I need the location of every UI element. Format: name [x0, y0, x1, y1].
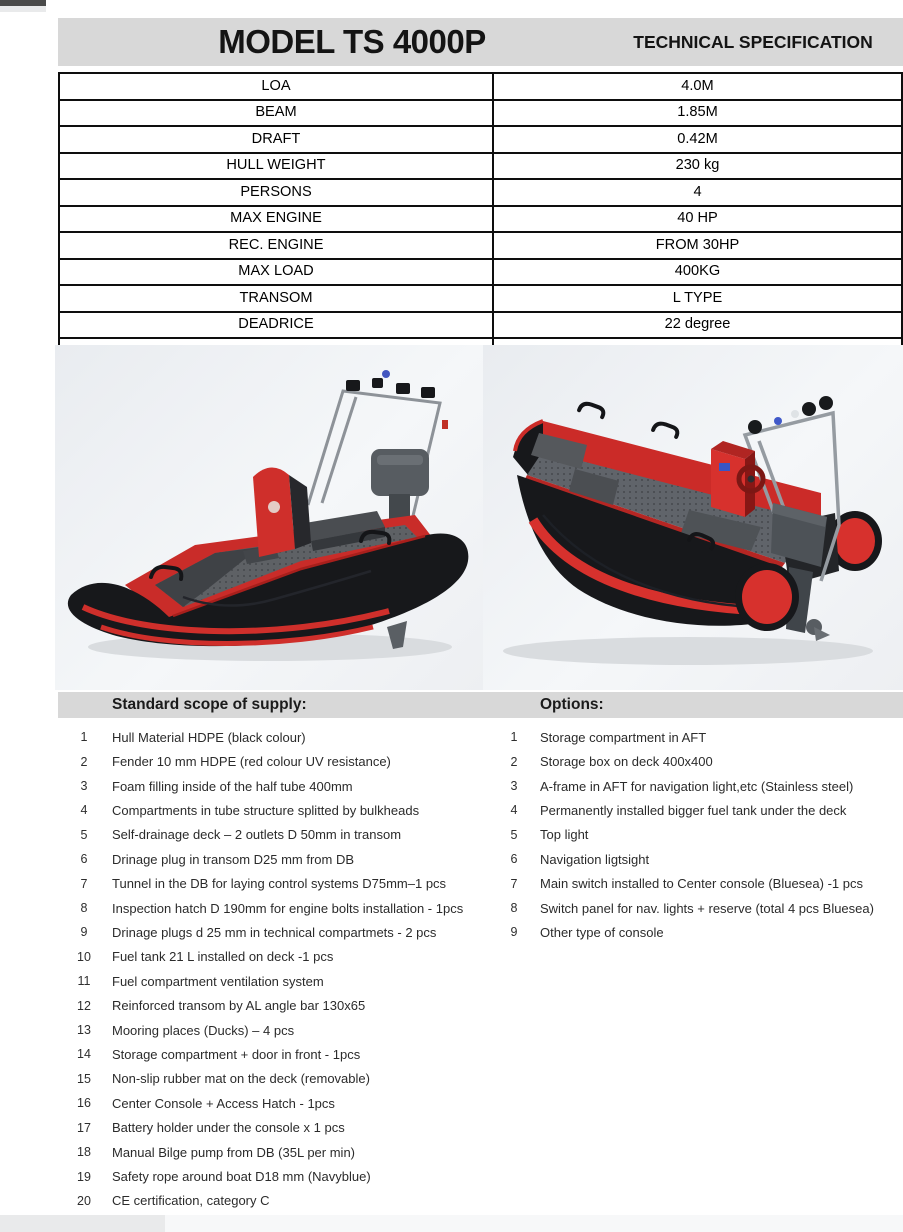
list-item-number: 5	[80, 827, 88, 842]
spec-row	[59, 259, 902, 286]
list-item	[72, 798, 482, 822]
list-item-number: 7	[80, 876, 88, 891]
list-item	[72, 774, 482, 798]
list-item-number: 20	[77, 1193, 91, 1208]
spec-label: BEAM	[59, 100, 493, 127]
list-item-text: Other type of console	[540, 924, 664, 940]
list-item-text: Permanently installed bigger fuel tank under the deck	[540, 802, 847, 818]
boat-stern-illustration	[483, 345, 903, 690]
list-item	[72, 945, 482, 969]
page-bottom-edge-left	[0, 1215, 165, 1232]
list-item-text: Tunnel in the DB for laying control systems D75mm–1 pcs	[112, 876, 447, 892]
options-heading: Options:	[540, 696, 604, 713]
list-item-number: 1	[510, 730, 518, 745]
spec-row	[59, 153, 902, 180]
center-console	[253, 467, 311, 557]
list-item-text: Mooring places (Ducks) – 4 pcs	[112, 1022, 295, 1038]
page-title: MODEL TS 4000P	[218, 23, 486, 60]
list-item-number: 14	[77, 1047, 91, 1062]
list-item	[502, 725, 902, 749]
list-item	[72, 1164, 482, 1188]
page-subtitle: TECHNICAL SPECIFICATION	[633, 31, 873, 52]
spec-row	[59, 179, 902, 206]
list-item-text: Drinage plug in transom D25 mm from DB	[112, 851, 355, 867]
boat-bow-illustration	[55, 345, 483, 690]
list-item	[72, 1018, 482, 1042]
list-item-number: 6	[80, 852, 88, 867]
list-item-number: 1	[80, 730, 88, 745]
boat-shadow	[503, 637, 873, 665]
list-item-text: Fuel tank 21 L installed on deck -1 pcs	[112, 949, 334, 965]
list-item	[72, 1042, 482, 1066]
blue-beacon	[382, 370, 390, 378]
spec-label: MAX LOAD	[59, 259, 493, 286]
list-item-text: Storage box on deck 400x400	[540, 754, 713, 770]
spec-value: 0.42M	[493, 126, 902, 153]
spec-row	[59, 312, 902, 339]
list-item	[72, 1067, 482, 1091]
list-item-text: Battery holder under the console x 1 pcs	[112, 1120, 345, 1136]
section-header-bar	[58, 692, 903, 718]
list-item-number: 16	[77, 1096, 91, 1111]
boat-render-bow-view	[55, 345, 483, 690]
list-item-text: Main switch installed to Center console (Bluesea) -1 pcs	[540, 876, 863, 892]
list-item-number: 9	[80, 925, 88, 940]
spec-value: 40 HP	[493, 206, 902, 233]
list-item-number: 3	[510, 779, 518, 794]
list-item-number: 11	[77, 974, 91, 989]
list-item-text: Switch panel for nav. lights + reserve (total 4 pcs Bluesea)	[540, 900, 874, 916]
list-item-number: 17	[77, 1120, 91, 1135]
list-item-number: 5	[510, 827, 518, 842]
spec-value: 22 degree	[493, 312, 902, 339]
list-item	[72, 847, 482, 871]
list-item	[502, 871, 902, 895]
spec-value: 4	[493, 179, 902, 206]
spec-label: DRAFT	[59, 126, 493, 153]
list-item	[72, 993, 482, 1017]
list-item	[502, 798, 902, 822]
list-item-text: Center Console + Access Hatch - 1pcs	[112, 1095, 335, 1111]
list-item-number: 7	[510, 876, 518, 891]
list-item-number: 2	[510, 754, 518, 769]
spec-label: TRANSOM	[59, 285, 493, 312]
list-item-number: 15	[77, 1071, 91, 1086]
spec-label: MAX ENGINE	[59, 206, 493, 233]
list-item-text: Top light	[540, 827, 589, 843]
spec-value: FROM 30HP	[493, 232, 902, 259]
spec-row	[59, 126, 902, 153]
list-item-text: Storage compartment + door in front - 1pcs	[112, 1046, 361, 1062]
supply-heading: Standard scope of supply:	[112, 696, 307, 713]
list-item-text: A-frame in AFT for navigation light,etc (Stainless steel)	[540, 778, 854, 794]
list-item	[502, 749, 902, 773]
spec-value: 4.0M	[493, 73, 902, 100]
list-item-text: Storage compartment in AFT	[540, 729, 707, 745]
list-item-number: 4	[510, 803, 518, 818]
list-item	[502, 920, 902, 944]
list-item	[72, 871, 482, 895]
options-list	[502, 725, 902, 945]
list-item-text: Fuel compartment ventilation system	[112, 973, 324, 989]
list-item	[72, 1116, 482, 1140]
spec-value: 230 kg	[493, 153, 902, 180]
spec-label: LOA	[59, 73, 493, 100]
navigation-lights	[346, 378, 435, 398]
spec-value: 1.85M	[493, 100, 902, 127]
list-item	[72, 1091, 482, 1115]
list-item-number: 10	[77, 949, 91, 964]
tube-end-cap-near	[742, 570, 792, 624]
list-item-text: CE certification, category C	[112, 1193, 270, 1209]
list-item-text: Compartments in tube structure splitted by bulkheads	[112, 802, 420, 818]
boat-render-stern-view	[483, 345, 903, 690]
list-item-text: Foam filling inside of the half tube 400mm	[112, 778, 353, 794]
page-corner-shade	[0, 6, 46, 12]
list-item-number: 8	[80, 901, 88, 916]
list-item-text: Reinforced transom by AL angle bar 130x65	[112, 998, 366, 1014]
spec-table	[58, 72, 903, 366]
list-item-number: 13	[77, 1023, 91, 1038]
spec-label: DEADRICE	[59, 312, 493, 339]
list-item	[502, 896, 902, 920]
list-item	[502, 847, 902, 871]
spec-label: HULL WEIGHT	[59, 153, 493, 180]
supply-list	[72, 725, 482, 1213]
list-item-text: Navigation ligtsight	[540, 851, 650, 867]
list-item-number: 12	[77, 998, 91, 1013]
spec-row	[59, 206, 902, 233]
list-item-text: Hull Material HDPE (black colour)	[112, 729, 306, 745]
list-item-text: Inspection hatch D 190mm for engine bolts installation - 1pcs	[112, 900, 464, 916]
list-item	[72, 969, 482, 993]
spec-value: L TYPE	[493, 285, 902, 312]
list-item-text: Self-drainage deck – 2 outlets D 50mm in transom	[112, 827, 402, 843]
list-item-text: Drinage plugs d 25 mm in technical compartmets - 2 pcs	[112, 924, 437, 940]
list-item-number: 2	[80, 754, 88, 769]
list-item-number: 4	[80, 803, 88, 818]
spec-value: 400KG	[493, 259, 902, 286]
title-bar	[58, 18, 903, 66]
list-item-number: 9	[510, 925, 518, 940]
list-item	[72, 725, 482, 749]
list-item	[72, 749, 482, 773]
tube-end-cap-far	[835, 518, 875, 564]
spec-row	[59, 73, 902, 100]
list-item	[72, 1140, 482, 1164]
list-item-number: 3	[80, 779, 88, 794]
list-item	[72, 1189, 482, 1213]
list-item-text: Safety rope around boat D18 mm (Navyblue)	[112, 1169, 371, 1185]
list-item	[502, 774, 902, 798]
boat-renders	[55, 345, 903, 690]
list-item-text: Non-slip rubber mat on the deck (removable)	[112, 1071, 370, 1087]
list-item-text: Fender 10 mm HDPE (red colour UV resistance)	[112, 754, 391, 770]
list-item-number: 8	[510, 901, 518, 916]
spec-label: REC. ENGINE	[59, 232, 493, 259]
list-item	[72, 920, 482, 944]
list-item	[72, 823, 482, 847]
stern-light	[442, 420, 448, 429]
spec-row	[59, 285, 902, 312]
list-item	[72, 896, 482, 920]
list-item-number: 19	[77, 1169, 91, 1184]
list-item-number: 6	[510, 852, 518, 867]
list-item-text: Manual Bilge pump from DB (35L per min)	[112, 1144, 356, 1160]
list-item-number: 18	[77, 1145, 91, 1160]
spec-row	[59, 100, 902, 127]
spec-label: PERSONS	[59, 179, 493, 206]
list-item	[502, 823, 902, 847]
spec-row	[59, 232, 902, 259]
